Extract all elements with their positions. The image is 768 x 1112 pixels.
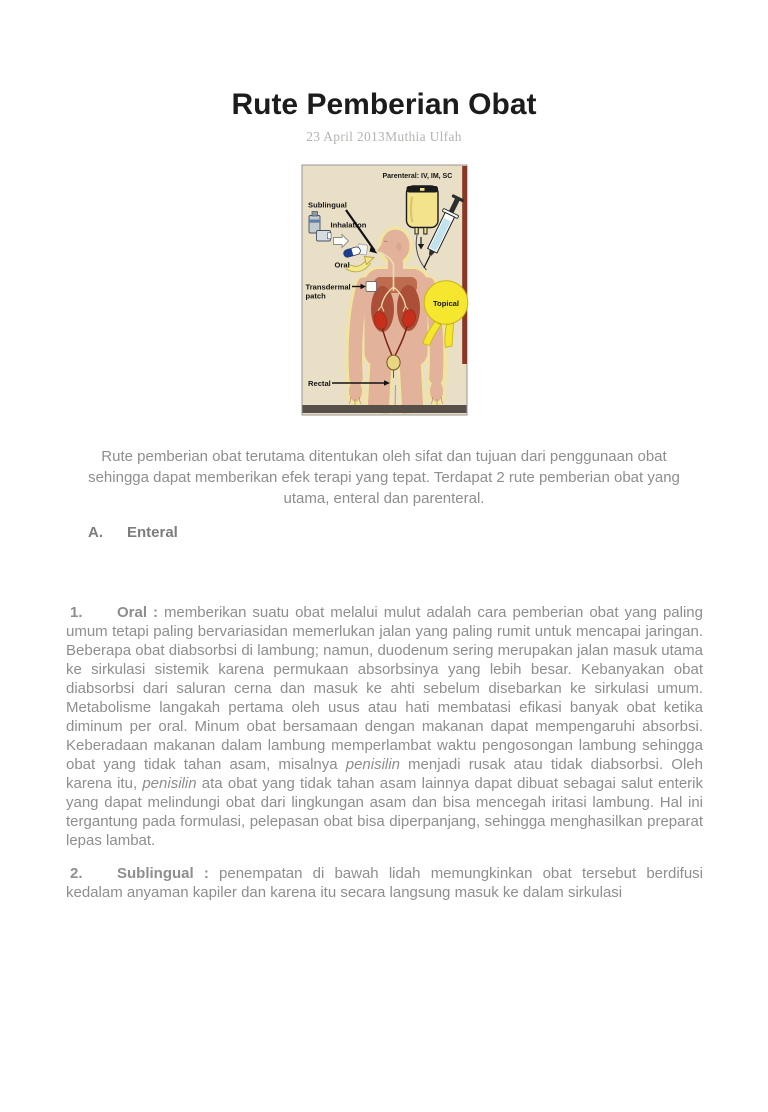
patch-icon (366, 282, 377, 292)
ear (396, 243, 401, 251)
byline-author: Muthia Ulfah (385, 129, 462, 144)
byline-date: 23 April 2013 (306, 129, 386, 144)
paragraph-oral (66, 603, 703, 850)
section-title: Enteral (127, 524, 178, 541)
item-term: Sublingual : (117, 865, 209, 882)
item-number: 2. (70, 865, 83, 882)
paragraph-text: ata obat yang tidak tahan asam lainnya dapat dibuat sebagai salut enterik yang dapat melindungi obat dari lingkungan asam dan bisa mencegah iritasi lambung. Hal ini tergantung pada formulasi, pelepasan obat bisa diperpanjang, sehingga menghasilkan preparat lepas lambat. (66, 775, 703, 849)
drug-routes-illustration (296, 157, 473, 418)
item-term: Oral : (117, 604, 158, 621)
head (381, 230, 409, 263)
byline (0, 129, 768, 145)
label-topical: Topical (432, 298, 459, 308)
paragraph-text: menjadi rusak atau tidak diabsorbsi. Oleh karena itu, (66, 756, 703, 792)
label-transdermal-line2: patch (305, 291, 326, 301)
paragraph-sublingual (66, 864, 703, 902)
label-sublingual: Sublingual (307, 200, 347, 210)
document-page (0, 88, 768, 1112)
paragraph-text: penempatan di bawah lidah memungkinkan obat tersebut berdifusi kedalam anyaman kapiler dan karena itu secara langsung masuk ke dalam sirkulasi (66, 865, 704, 901)
bladder (386, 355, 399, 370)
italic-term-penisilin: penisilin (345, 756, 400, 773)
label-inhalation: Inhalation (330, 220, 366, 230)
figure-right-edge (462, 166, 467, 364)
item-number: 1. (70, 604, 83, 621)
label-rectal: Rectal (307, 379, 331, 388)
label-oral: Oral (334, 260, 350, 270)
figure-bottom-edge (302, 405, 466, 413)
section-heading-enteral (88, 523, 768, 542)
drug-routes-figure (296, 157, 473, 418)
label-parenteral: Parenteral: IV, IM, SC (382, 173, 452, 180)
paragraph-text: memberikan suatu obat melalui mulut adalah cara pemberian obat yang paling umum tetapi paling bervariasidan memerlukan jalan yang paling rumit untuk mencapai jaringan. Beberapa obat diabsorbsi di lambung; namun, duodenum sering merupakan jalan masuk utama ke sirkulasi sistemik karena permukaan absorbsinya yang lebih besar. Kebanyakan obat diabsorbsi dari saluran cerna dan masuk ke ahti sebelum disebarkan ke sirkulasi umum. Metabolisme langakah pertama oleh usus atau hati membatasi efikasi banyak obat ketika diminum per oral. Minum obat bersamaan dengan makanan dapat mempengaruhi absorbsi. Keberadaan makanan dalam lambung memperlambat waktu pengosongan lambung sehingga obat yang tidak tahan asam, misalnya (66, 604, 703, 773)
label-transdermal-line1: Transdermal (305, 282, 351, 292)
intro-paragraph: Rute pemberian obat terutama ditentukan oleh sifat dan tujuan dari penggunaan obat sehingga dapat memberikan efek terapi yang tepat. Terdapat 2 rute pemberian obat yang utama, enteral dan parenteral. (88, 448, 680, 507)
italic-term-penisilin: penisilin (142, 775, 197, 792)
section-label: A. (88, 524, 103, 541)
page-title: Rute Pemberian Obat (231, 88, 537, 121)
